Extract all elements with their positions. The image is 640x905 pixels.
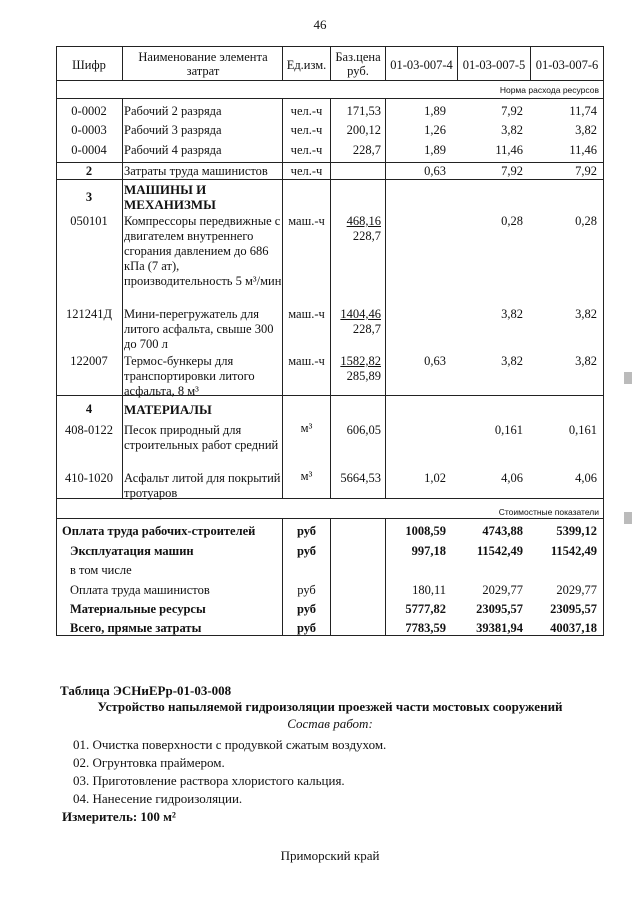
section-number: 3 xyxy=(85,190,93,204)
row-value-2: 3,82 xyxy=(501,123,523,137)
row-code: 0-0003 xyxy=(71,123,107,137)
summary-unit: руб xyxy=(296,524,317,538)
row-price: 606,05 xyxy=(346,423,381,437)
row-unit: маш.-ч xyxy=(288,214,325,228)
meter: Измеритель: 100 м² xyxy=(62,809,176,824)
page-number: 46 xyxy=(313,17,327,32)
section-title: МАТЕРИАЛЫ xyxy=(124,402,212,417)
row-value-2: 4,06 xyxy=(501,471,523,485)
section-title: МАШИНЫ И МЕХАНИЗМЫ xyxy=(124,182,216,212)
norm-label: Норма расхода ресурсов xyxy=(499,85,599,95)
row-price: 171,53 xyxy=(346,104,381,118)
table-heading: Устройство напыляемой гидроизоляции проезжей части мостовых сооружений xyxy=(97,699,563,714)
row-operator-price: 228,7 xyxy=(352,229,381,243)
work-item: 01. Очистка поверхности с продувкой сжатым воздухом. xyxy=(73,737,387,752)
summary-name: в том числе xyxy=(70,563,132,577)
row-price: 200,12 xyxy=(346,123,381,137)
row-code: 050101 xyxy=(70,214,108,228)
row-value-3: 3,82 xyxy=(575,123,597,137)
work-item: 04. Нанесение гидроизоляции. xyxy=(73,791,243,806)
row-code: 0-0002 xyxy=(71,104,107,118)
table-title: Таблица ЭСНиЕРр-01-03-008 xyxy=(60,683,232,698)
header-price: Баз.цена руб. xyxy=(335,50,381,78)
row-value-2: 7,92 xyxy=(501,164,523,178)
row-value-1: 1,89 xyxy=(424,143,446,157)
row-price: 1582,82 xyxy=(340,354,381,368)
row-name: Затраты труда машинистов xyxy=(124,164,268,178)
summary-unit: руб xyxy=(296,602,317,616)
row-name: Асфальт литой для покрытий тротуаров xyxy=(124,471,281,500)
scan-mark xyxy=(624,512,632,524)
row-code: 122007 xyxy=(70,354,108,368)
summary-value-2: 4743,88 xyxy=(482,524,523,538)
row-value-3: 4,06 xyxy=(575,471,597,485)
row-unit: маш.-ч xyxy=(288,307,325,321)
summary-value-2: 2029,77 xyxy=(482,583,523,597)
row-operator-price: 285,89 xyxy=(346,369,381,383)
summary-value-2: 39381,94 xyxy=(476,621,523,635)
row-name: Рабочий 3 разряда xyxy=(124,123,222,137)
row-value-3: 0,161 xyxy=(568,423,597,437)
row-name: Мини-перегружатель для литого асфальта, свыше 300 до 700 л xyxy=(124,307,274,351)
row-name: Песок природный для строительных работ средний xyxy=(124,423,279,452)
summary-value-1: 1008,59 xyxy=(405,524,446,538)
row-price: 1404,46 xyxy=(340,307,381,321)
row-unit: чел.-ч xyxy=(290,164,323,178)
footer-region: Приморский край xyxy=(280,848,380,863)
row-unit: маш.-ч xyxy=(288,354,325,368)
header-name: Наименование элемента затрат xyxy=(138,50,268,78)
header-col-2: 01-03-007-5 xyxy=(462,58,526,72)
row-name: Термос-бункеры для транспортировки литого асфальта, 8 м³ xyxy=(124,354,255,398)
row-value-2: 0,28 xyxy=(501,214,523,228)
row-value-1: 1,26 xyxy=(424,123,446,137)
summary-value-1: 180,11 xyxy=(412,583,446,597)
row-value-1: 0,63 xyxy=(424,354,446,368)
header-col-1: 01-03-007-4 xyxy=(390,58,453,72)
summary-name: Всего, прямые затраты xyxy=(70,621,202,635)
composition-label: Состав работ: xyxy=(287,716,373,731)
summary-unit: руб xyxy=(296,544,317,558)
row-value-2: 7,92 xyxy=(501,104,523,118)
work-item: 02. Огрунтовка праймером. xyxy=(73,755,225,770)
section-number: 2 xyxy=(85,164,93,178)
row-price: 5664,53 xyxy=(340,471,381,485)
row-unit: чел.-ч xyxy=(290,123,323,137)
summary-value-1: 997,18 xyxy=(411,544,446,558)
row-name: Компрессоры передвижные с двигателем внутреннего сгорания давлением до 686 кПа (7 ат), производительность 5 м³/мин xyxy=(124,214,282,288)
row-value-1: 0,63 xyxy=(424,164,446,178)
summary-name: Материальные ресурсы xyxy=(70,602,206,616)
summary-value-3: 40037,18 xyxy=(550,621,597,635)
row-value-3: 3,82 xyxy=(575,354,597,368)
row-value-3: 7,92 xyxy=(575,164,597,178)
summary-name: Эксплуатация машин xyxy=(70,544,194,558)
row-value-3: 11,74 xyxy=(569,104,597,118)
row-unit: м³ xyxy=(300,421,313,435)
resource-table xyxy=(56,46,604,636)
row-value-3: 0,28 xyxy=(575,214,597,228)
row-unit: чел.-ч xyxy=(290,143,323,157)
row-value-2: 11,46 xyxy=(495,143,523,157)
summary-value-1: 7783,59 xyxy=(405,621,446,635)
row-value-1: 1,02 xyxy=(424,471,446,485)
row-value-1: 1,89 xyxy=(424,104,446,118)
row-unit: м³ xyxy=(300,469,313,483)
row-price: 468,16 xyxy=(346,214,381,228)
header-code: Шифр xyxy=(72,58,106,72)
summary-value-1: 5777,82 xyxy=(405,602,446,616)
summary-unit: руб xyxy=(296,621,317,635)
summary-value-3: 11542,49 xyxy=(550,544,597,558)
summary-value-2: 11542,49 xyxy=(476,544,523,558)
work-item: 03. Приготовление раствора хлористого кальция. xyxy=(73,773,345,788)
row-value-3: 3,82 xyxy=(575,307,597,321)
summary-value-2: 23095,57 xyxy=(476,602,523,616)
row-value-3: 11,46 xyxy=(569,143,597,157)
row-name: Рабочий 4 разряда xyxy=(124,143,222,157)
row-operator-price: 228,7 xyxy=(352,322,381,336)
cost-label: Стоимостные показатели xyxy=(498,507,599,517)
row-code: 121241Д xyxy=(65,307,113,321)
summary-name: Оплата труда рабочих-строителей xyxy=(62,524,256,538)
row-value-2: 0,161 xyxy=(494,423,523,437)
row-code: 408-0122 xyxy=(65,423,113,437)
row-code: 410-1020 xyxy=(65,471,113,485)
row-code: 0-0004 xyxy=(71,143,107,157)
summary-value-3: 2029,77 xyxy=(556,583,597,597)
row-unit: чел.-ч xyxy=(290,104,323,118)
row-name: Рабочий 2 разряда xyxy=(124,104,222,118)
summary-value-3: 23095,57 xyxy=(550,602,597,616)
summary-unit: руб xyxy=(297,583,316,597)
summary-name: Оплата труда машинистов xyxy=(70,583,210,597)
summary-value-3: 5399,12 xyxy=(556,524,597,538)
header-unit: Ед.изм. xyxy=(286,58,327,72)
scan-mark xyxy=(624,372,632,384)
section-number: 4 xyxy=(85,402,93,416)
row-value-2: 3,82 xyxy=(501,307,523,321)
header-col-3: 01-03-007-6 xyxy=(535,58,599,72)
row-value-2: 3,82 xyxy=(501,354,523,368)
row-price: 228,7 xyxy=(352,143,381,157)
